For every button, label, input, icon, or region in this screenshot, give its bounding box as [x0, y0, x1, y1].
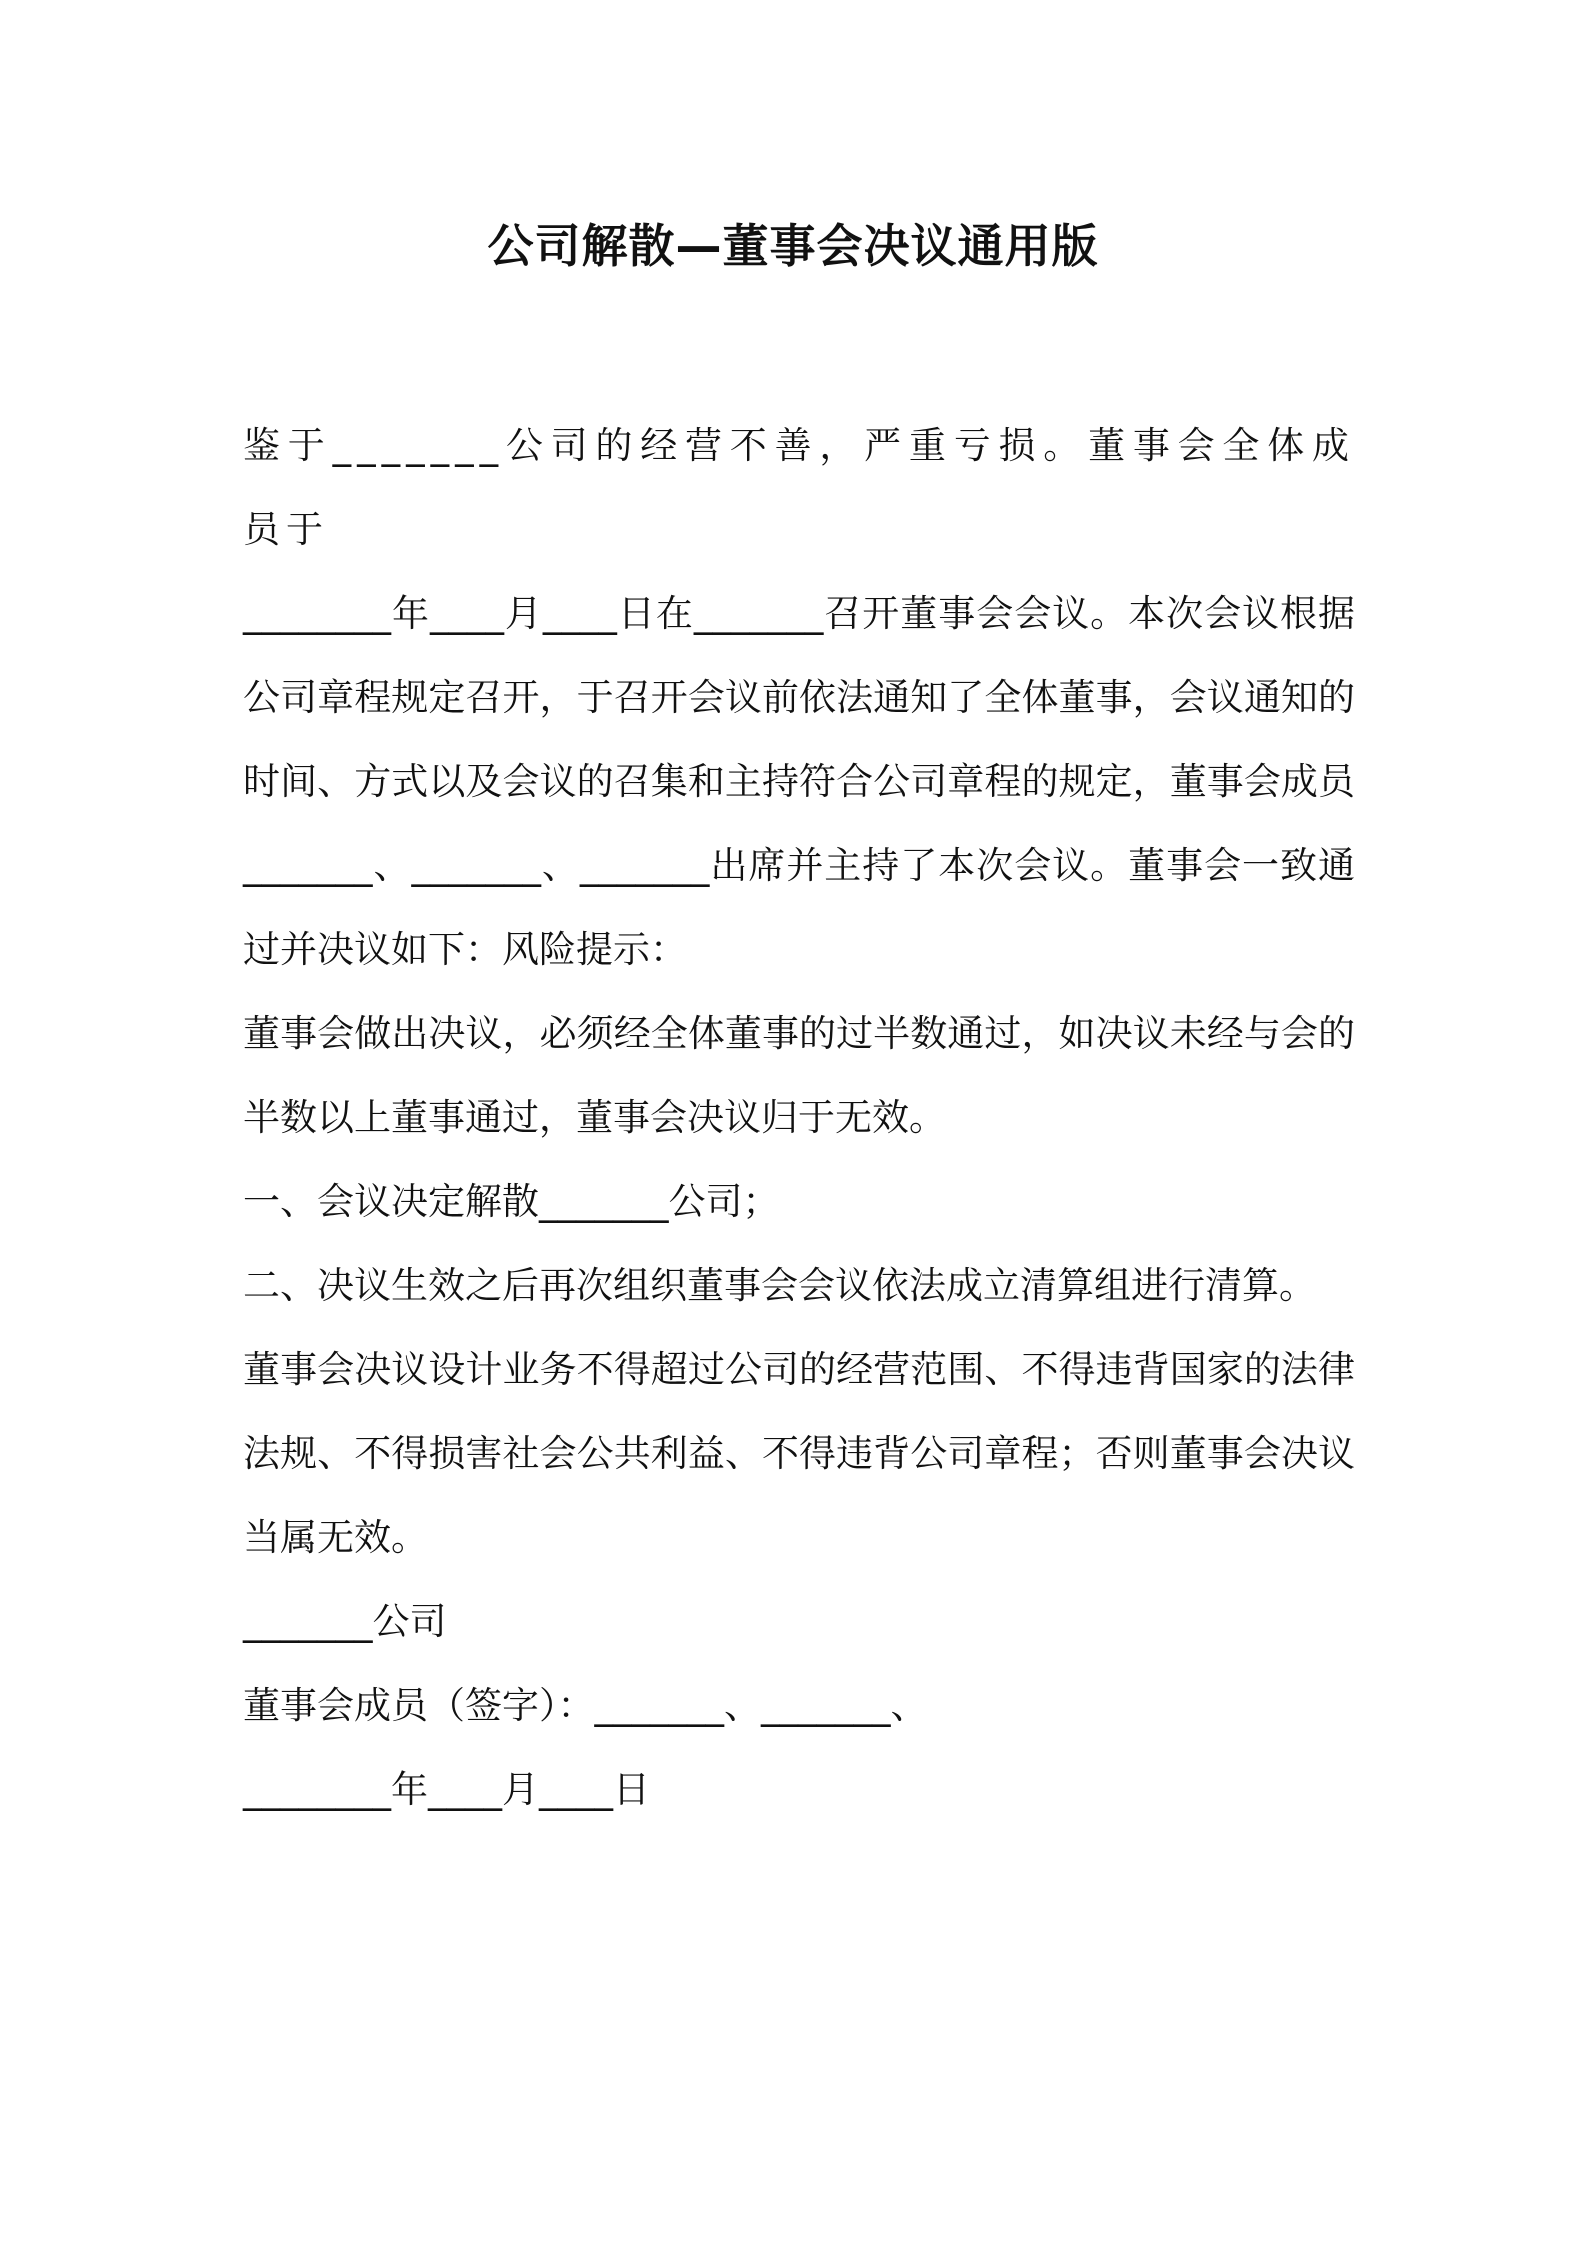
risk-note-paragraph: 董事会做出决议，必须经全体董事的过半数通过，如决议未经与会的半数以上董事通过，董事会决议归于无效。 [243, 1012, 1355, 1139]
intro-paragraph: ________年____月____日在_______召开董事会会议。本次会议根据公司章程规定召开，于召开会议前依法通知了全体董事，会议通知的时间、方式以及会议的召集和主持符合公司章程的规定，董事会成员_______、_______、_______出席并主持了本次会议。董事会一致通过并决议如下：风险提示： [243, 592, 1355, 971]
resolution-item-2: 二、决议生效之后再次组织董事会会议依法成立清算组进行清算。 [243, 1264, 1316, 1307]
scope-note-paragraph: 董事会决议设计业务不得超过公司的经营范围、不得违背国家的法律法规、不得损害社会公共利益、不得违背公司章程；否则董事会决议当属无效。 [243, 1348, 1355, 1559]
intro-first-line: 鉴于_______公司的经营不善，严重亏损。董事会全体成员于 [243, 424, 1355, 551]
company-name-line: _______公司 [243, 1600, 447, 1643]
date-line: ________年____月____日 [243, 1768, 650, 1811]
resolution-item-1: 一、会议决定解散_______公司； [243, 1180, 780, 1223]
signature-line: 董事会成员（签字）：_______、_______、 [243, 1684, 928, 1727]
document-title: 公司解散—董事会决议通用版 [487, 219, 1099, 273]
document-body [243, 404, 1355, 1832]
